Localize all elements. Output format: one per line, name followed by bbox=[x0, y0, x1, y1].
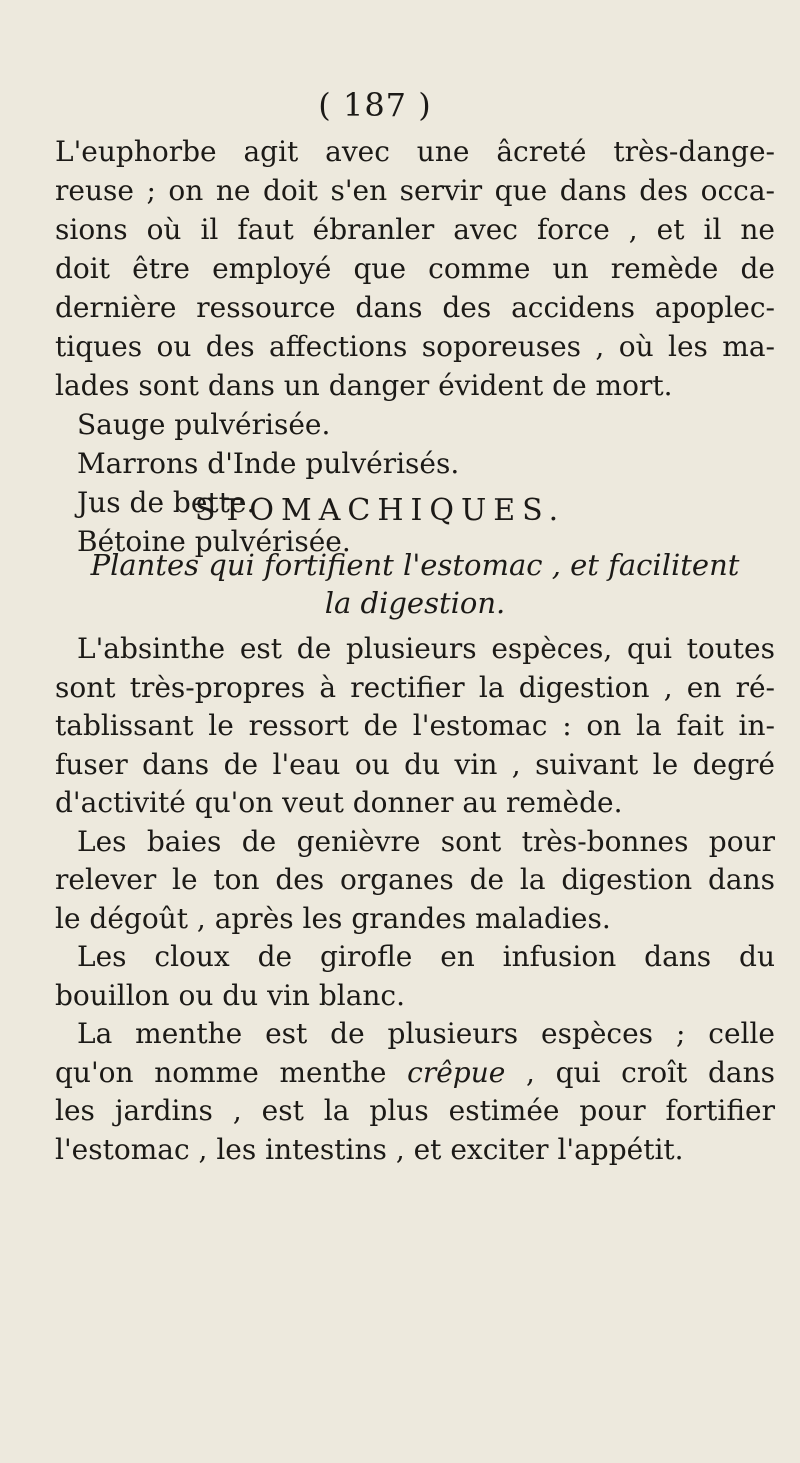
text-line: le dégoût , après les grandes maladies. bbox=[55, 901, 611, 935]
text-line: La menthe est de plusieurs espèces ; celle bbox=[77, 1017, 775, 1050]
subheading-line: Plantes qui fortifient l'estomac , et facilitent bbox=[90, 548, 740, 582]
italic-word: crêpue bbox=[407, 1055, 506, 1089]
text-line: lades sont dans un danger évident de mort. bbox=[55, 369, 673, 402]
subheading-line: la digestion. bbox=[324, 586, 506, 620]
section-heading: STOMACHIQUES. bbox=[194, 493, 566, 528]
text-line: L'absinthe est de plusieurs espèces, qui toutes bbox=[77, 632, 775, 665]
text-line: tiques ou des affections soporeuses , où les ma- bbox=[55, 330, 775, 363]
text-line bbox=[55, 1054, 775, 1093]
text-line: d'activité qu'on veut donner au remède. bbox=[55, 786, 623, 819]
text-line: sont très-propres à rectifier la digestion , en ré- bbox=[55, 670, 775, 704]
text-line: dernière ressource dans des accidens apoplec- bbox=[55, 291, 775, 324]
text-line: sions où il faut ébranler avec force , et il ne bbox=[55, 213, 775, 246]
text-line: l'estomac , les intestins , et exciter l'appétit. bbox=[55, 1132, 684, 1166]
list-item: Jus de bette. bbox=[77, 486, 256, 519]
section-subheading bbox=[55, 546, 775, 622]
text-line: L'euphorbe agit avec une âcreté très-dange- bbox=[55, 135, 775, 168]
list-item: Sauge pulvérisée. bbox=[77, 408, 331, 441]
text-line: fuser dans de l'eau ou du vin , suivant le degré bbox=[55, 747, 775, 781]
text-line: Les cloux de girofle en infusion dans du bbox=[77, 940, 775, 973]
text-line: tablissant le ressort de l'estomac : on la fait in- bbox=[55, 709, 775, 742]
text-span: qu'on nomme menthe bbox=[55, 1055, 408, 1089]
text-line: Les baies de genièvre sont très-bonnes pour bbox=[77, 824, 775, 858]
list-item: Marrons d'Inde pulvérisés. bbox=[77, 447, 460, 480]
text-line: doit être employé que comme un remède de bbox=[55, 252, 775, 285]
text-line: les jardins , est la plus estimée pour fortifier bbox=[55, 1094, 775, 1127]
text-line: reuse ; on ne doit s'en servir que dans des occa- bbox=[55, 174, 775, 207]
stomachiques-body bbox=[55, 630, 775, 1169]
text-line: bouillon ou du vin blanc. bbox=[55, 978, 406, 1012]
page-number: ( 187 ) bbox=[318, 86, 432, 124]
text-line: relever le ton des organes de la digestion dans bbox=[55, 863, 775, 896]
text-span: , qui croît dans bbox=[505, 1055, 775, 1089]
list-item: Bétoine pulvérisée. bbox=[77, 525, 351, 558]
